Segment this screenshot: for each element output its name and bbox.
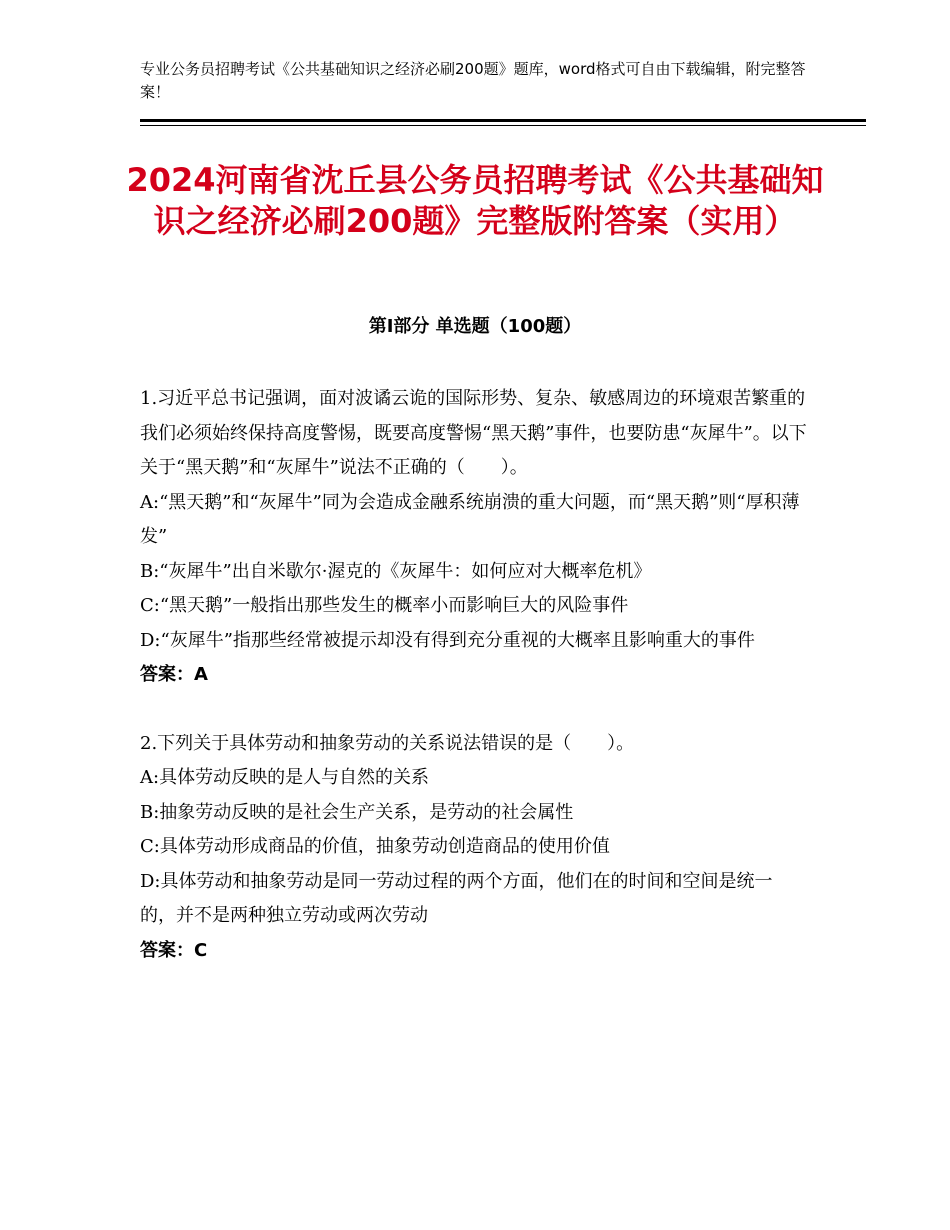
answer-label: 答案：C — [140, 939, 208, 961]
option-a: A:“黑天鹅”和“灰犀牛”同为会造成金融系统崩溃的重大问题，而“黑天鹅”则“厚积薄发” — [140, 491, 800, 547]
header-divider — [140, 119, 866, 122]
option-c: C:具体劳动形成商品的价值，抽象劳动创造商品的使用价值 — [140, 836, 610, 857]
option-a: A:具体劳动反映的是人与自然的关系 — [140, 767, 430, 788]
header-divider-thin — [140, 125, 866, 126]
question-list — [140, 382, 808, 1002]
question-stem: 1.习近平总书记强调，面对波谲云诡的国际形势、复杂、敏感周边的环境艰苦繁重的我们必须始终保持高度警惕，既要高度警惕“黑天鹅”事件，也要防患“灰犀牛”。以下关于“黑天鹅”和“灰犀牛”说法不正确的（ ）。 — [140, 388, 807, 478]
section-title: 第I部分 单选题（100题） — [368, 316, 582, 337]
option-b: B:“灰犀牛”出自米歇尔·渥克的《灰犀牛：如何应对大概率危机》 — [140, 560, 652, 582]
option-d: D:“灰犀牛”指那些经常被提示却没有得到充分重视的大概率且影响重大的事件 — [140, 629, 755, 651]
option-c: C:“黑天鹅”一般指出那些发生的概率小而影响巨大的风险事件 — [140, 595, 629, 616]
option-b: B:抽象劳动反映的是社会生产关系，是劳动的社会属性 — [140, 801, 574, 823]
question-stem: 2.下列关于具体劳动和抽象劳动的关系说法错误的是（ ）。 — [140, 732, 635, 754]
answer-label: 答案：A — [140, 664, 208, 685]
document-title: 2024河南省沈丘县公务员招聘考试《公共基础知识之经济必刷200题》完整版附答案（实用） — [126, 161, 824, 240]
header-note: 专业公务员招聘考试《公共基础知识之经济必刷200题》题库，word格式可自由下载编辑，附完整答案！ — [140, 60, 806, 101]
question-2 — [140, 727, 808, 969]
question-1 — [140, 382, 808, 693]
option-d: D:具体劳动和抽象劳动是同一劳动过程的两个方面，他们在的时间和空间是统一的，并不是两种独立劳动或两次劳动 — [140, 870, 773, 926]
